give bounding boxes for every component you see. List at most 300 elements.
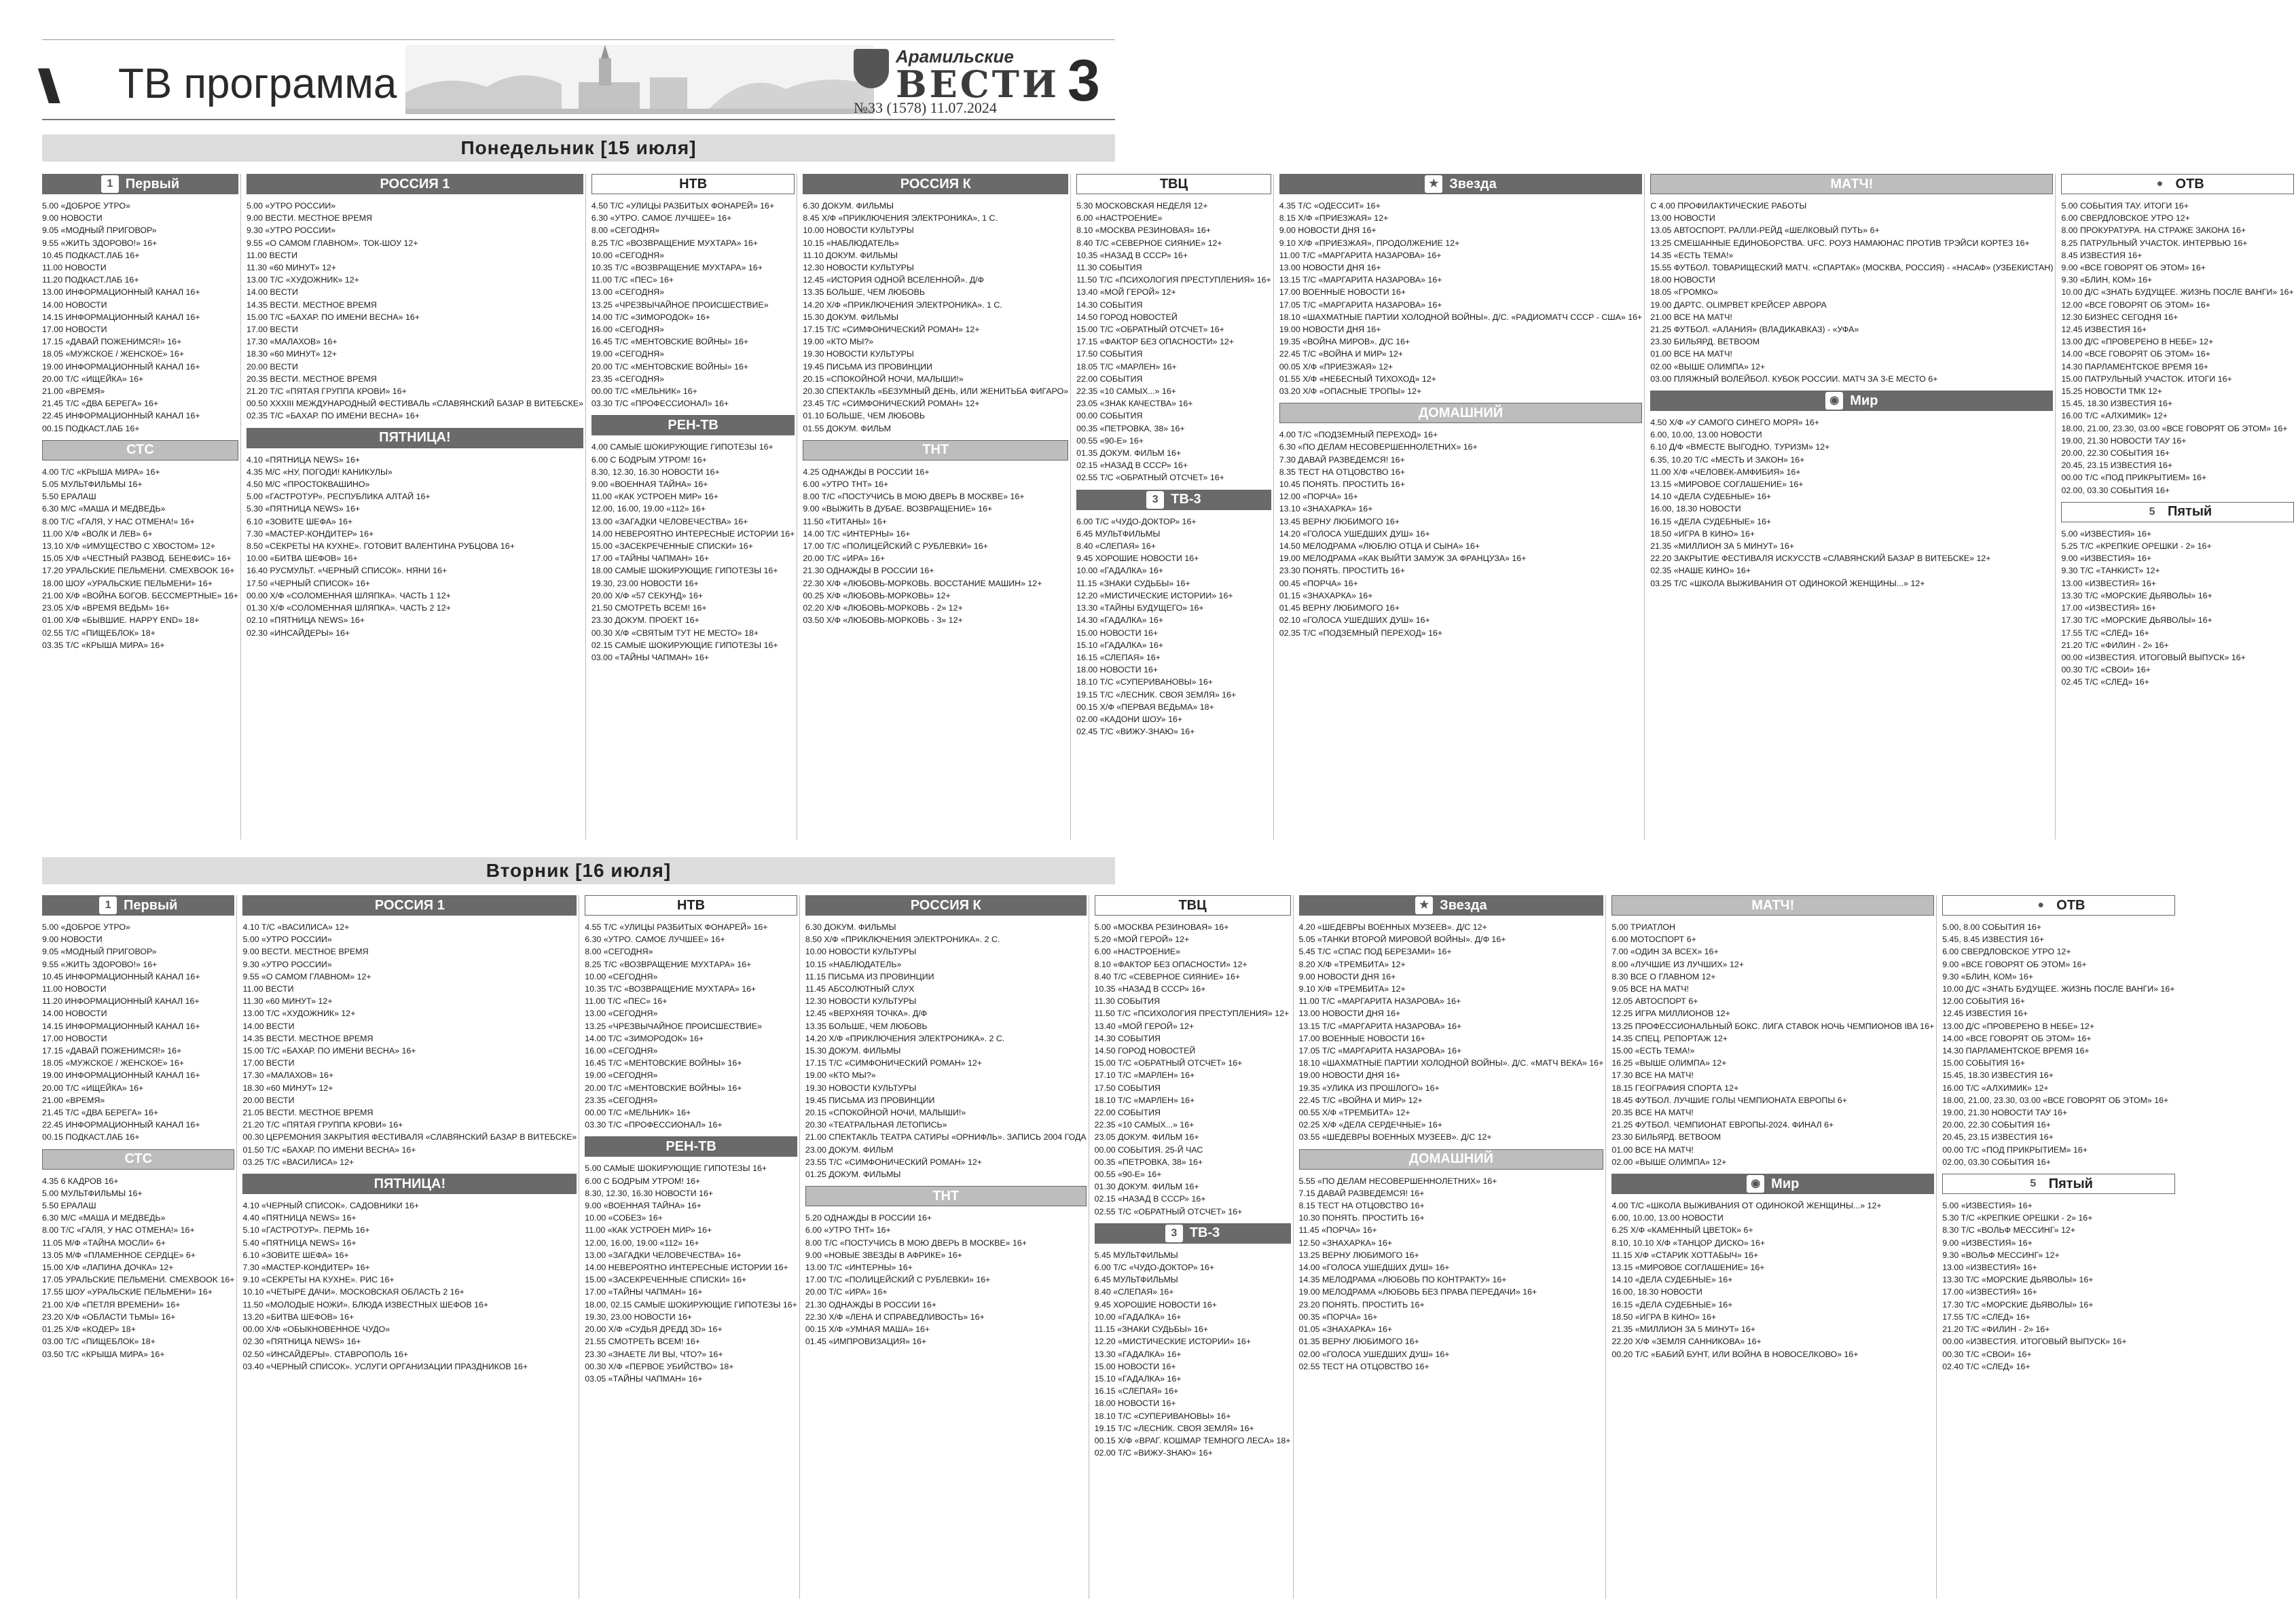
channel-logo-звезда — [1279, 174, 1643, 194]
program-item: 20.00, 22.30 СОБЫТИЯ 16+ — [1942, 1120, 2051, 1130]
issue-number: №33 (1578) 11.07.2024 — [854, 99, 997, 116]
program-item: 00.00 Т/С «ПОД ПРИКРЫТИЕМ» 16+ — [2061, 473, 2207, 483]
day-header-monday: Понедельник [15 июля] — [42, 134, 1115, 162]
channel-block — [805, 895, 1087, 1180]
program-item: 4.00 Т/С «ШКОЛА ВЫЖИВАНИЯ ОТ ОДИНОКОЙ ЖЕНЩИНЫ...» 12+ — [1611, 1201, 1882, 1211]
program-item: 14.15 ИНФОРМАЦИОННЫЙ КАНАЛ 16+ — [42, 312, 200, 322]
program-item: 21.00 СПЕКТАКЛЬ ТЕАТРА САТИРЫ «ОРНИФЛЬ». ЗАПИСЬ 2004 ГОДА — [805, 1132, 1087, 1142]
channel-block — [42, 895, 234, 1144]
channel-name: НТВ — [679, 176, 708, 192]
program-item: 16.00, 18.30 НОВОСТИ — [1650, 504, 1741, 514]
program-item: 17.00 ВОЕННЫЕ НОВОСТИ 16+ — [1279, 287, 1406, 297]
program-item: 15.05 Х/Ф «ЧЕСТНЫЙ РАЗВОД. БЕНЕФИС» 16+ — [42, 554, 232, 564]
program-item: 9.00 ВЕСТИ. МЕСТНОЕ ВРЕМЯ — [242, 947, 369, 957]
program-item: 5.05 «ТАНКИ ВТОРОЙ МИРОВОЙ ВОЙНЫ». Д/Ф 16+ — [1298, 935, 1506, 945]
program-item: 14.10 «ДЕЛА СУДЕБНЫЕ» 16+ — [1650, 492, 1772, 502]
program-item: 13.00 Т/С «ИНТЕРНЫ» 16+ — [805, 1263, 913, 1273]
program-item: 19.35 «УЛИКА ИЗ ПРОШЛОГО» 16+ — [1298, 1083, 1440, 1093]
church-photo — [405, 45, 874, 114]
program-list — [1611, 921, 1934, 1168]
program-item: 02.00 «ВЫШЕ ОЛИМПА» 12+ — [1611, 1157, 1727, 1167]
program-item: 8.50 Х/Ф «ПРИКЛЮЧЕНИЯ ЭЛЕКТРОНИКА». 2 С. — [805, 935, 1000, 945]
program-item: 22.45 ИНФОРМАЦИОННЫЙ КАНАЛ 16+ — [42, 411, 200, 421]
program-item: 11.30 СОБЫТИЯ — [1094, 996, 1161, 1007]
channel-logo-мир — [1611, 1174, 1934, 1194]
channel-name: ПЯТНИЦА! — [373, 1176, 446, 1191]
program-item: 00.20 Т/С «БАБИЙ БУНТ, ИЛИ ВОЙНА В НОВОСЕЛКОВО» 16+ — [1611, 1349, 1859, 1359]
program-item: 15.00 НОВОСТИ 16+ — [1094, 1361, 1176, 1371]
program-item: 03.50 Т/С «КРЫША МИРА» 16+ — [42, 1349, 165, 1359]
channel-column — [585, 895, 800, 1599]
program-item: 21.30 ОДНАЖДЫ В РОССИИ 16+ — [803, 566, 934, 576]
program-item: 01.35 ВЕРНУ ЛЮБИМОГО 16+ — [1298, 1337, 1419, 1347]
channel-logo-домашний — [1299, 1149, 1604, 1170]
program-item: 12.50 «ЗНАХАРКА» 16+ — [1298, 1238, 1393, 1248]
program-item: 9.00 «ВСЕ ГОВОРЯТ ОБ ЭТОМ» 16+ — [1942, 959, 2087, 969]
program-item: 01.35 ДОКУМ. ФИЛЬМ 16+ — [1076, 448, 1182, 458]
program-item: 16.15 «СЛЕПАЯ» 16+ — [1076, 652, 1161, 662]
program-item: 17.00 НОВОСТИ — [42, 1033, 107, 1043]
program-item: 12.20 «МИСТИЧЕСКИЕ ИСТОРИИ» 16+ — [1094, 1337, 1252, 1347]
program-item: 17.55 Т/С «СЛЕД» 16+ — [1942, 1312, 2030, 1322]
program-item: 6.00 МОТОСПОРТ 6+ — [1611, 935, 1696, 945]
program-item: 6.30 М/С «МАША И МЕДВЕДЬ» — [42, 1213, 166, 1223]
program-item: 12.45 ИЗВЕСТИЯ 16+ — [1942, 1009, 2028, 1019]
program-item: 14.50 ГОРОД НОВОСТЕЙ — [1094, 1046, 1196, 1056]
program-list — [1611, 1200, 1934, 1360]
program-item: 4.50 М/С «ПРОСТОКВАШИНО» — [246, 480, 370, 490]
program-item: 13.30 «ТАЙНЫ БУДУЩЕГО» 16+ — [1076, 603, 1204, 613]
program-item: 00.00 Т/С «ПОД ПРИКРЫТИЕМ» 16+ — [1942, 1144, 2088, 1155]
channel-block — [1942, 1174, 2174, 1373]
program-item: 8.00 ПРОКУРАТУРА. НА СТРАЖЕ ЗАКОНА 16+ — [2061, 226, 2246, 236]
program-item: 12.45 «ИСТОРИЯ ОДНОЙ ВСЕЛЕННОЙ». Д/Ф — [803, 275, 985, 285]
program-item: 4.10 Т/С «ВАСИЛИСА» 12+ — [242, 922, 350, 932]
program-item: 13.05 М/Ф «ПЛАМЕННОЕ СЕРДЦЕ» 6+ — [42, 1250, 196, 1260]
channel-block — [1076, 174, 1271, 484]
channel-block — [42, 1149, 234, 1360]
program-item: 23.05 Х/Ф «ВРЕМЯ ВЕДЬМ» 16+ — [42, 603, 170, 613]
program-item: 11.50 «МОЛОДЫЕ НОЖИ». БЛЮДА ИЗВЕСТНЫХ ШЕФОВ 16+ — [242, 1299, 489, 1310]
program-item: 11.00 Х/Ф «ВОЛК И ЛЕВ» 6+ — [42, 528, 153, 539]
program-item: 13.45 ВЕРНУ ЛЮБИМОГО 16+ — [1279, 516, 1400, 526]
channel-column — [42, 895, 237, 1599]
program-item: 11.00 Т/С «МАРГАРИТА НАЗАРОВА» 16+ — [1279, 250, 1442, 260]
program-item: 4.40 «ПЯТНИЦА NEWS» 16+ — [242, 1213, 357, 1223]
channel-column — [1611, 895, 1937, 1599]
program-item: 5.00 «ДОБРОЕ УТРО» — [42, 201, 130, 211]
program-item: 11.00 Т/С «ПЕС» 16+ — [585, 996, 668, 1007]
program-item: 9.00 «ВСЕ ГОВОРЯТ ОБ ЭТОМ» 16+ — [2061, 263, 2206, 273]
program-item: 4.20 «ШЕДЕВРЫ ВОЕННЫХ МУЗЕЕВ». Д/С 12+ — [1298, 922, 1487, 932]
channel-column — [1942, 895, 2176, 1599]
program-item: 15.10 «ГАДАЛКА» 16+ — [1094, 1373, 1182, 1384]
program-item: 5.30 Т/С «КРЕПКИЕ ОРЕШКИ - 2» 16+ — [1942, 1213, 2093, 1223]
program-list — [803, 466, 1068, 627]
program-item: 6.30 «УТРО. САМОЕ ЛУЧШЕЕ» 16+ — [591, 213, 732, 223]
channel-emblem-icon: 1 — [99, 897, 117, 914]
program-item: 5.00 «ИЗВЕСТИЯ» 16+ — [1942, 1201, 2033, 1211]
program-item: 00.00 «ИЗВЕСТИЯ. ИТОГОВЫЙ ВЫПУСК» 16+ — [1942, 1337, 2127, 1347]
program-item: 14.00 НОВОСТИ — [42, 300, 107, 310]
program-item: 13.00 Т/С «ХУДОЖНИК» 12+ — [242, 1009, 356, 1019]
program-item: 10.45 ПОНЯТЬ. ПРОСТИТЬ 16+ — [1279, 480, 1405, 490]
program-item: 13.00 «ЗАГАДКИ ЧЕЛОВЕЧЕСТВА» 16+ — [585, 1250, 742, 1260]
program-item: 19.30, 23.00 НОВОСТИ 16+ — [585, 1312, 693, 1322]
program-item: 18.10 «ШАХМАТНЫЕ ПАРТИИ ХОЛОДНОЙ ВОЙНЫ». Д/С. «МАТЧ ВЕКА» 16+ — [1298, 1058, 1604, 1068]
program-item: 6.30 «УТРО. САМОЕ ЛУЧШЕЕ» 16+ — [585, 935, 725, 945]
program-item: 9.00 НОВОСТИ — [42, 213, 103, 223]
program-item: 11.10 ДОКУМ. ФИЛЬМЫ — [803, 250, 898, 260]
channel-logo-стс — [42, 1149, 234, 1170]
program-item: 7.30 ДАВАЙ РАЗВЕДЕМСЯ! 16+ — [1279, 454, 1405, 465]
program-item: 15.00 СОБЫТИЯ 16+ — [1942, 1058, 2025, 1068]
program-item: 14.00 ВЕСТИ — [242, 1021, 295, 1031]
program-item: 8.25 Т/С «ВОЗВРАЩЕНИЕ МУХТАРА» 16+ — [591, 238, 759, 248]
header-rule — [42, 119, 1115, 120]
program-item: 12.45 «ВЕРХНЯЯ ТОЧКА». Д/Ф — [805, 1009, 928, 1019]
program-item: 12.00, 16.00, 19.00 «112» 16+ — [585, 1238, 699, 1248]
program-item: 12.25 ИГРА МИЛЛИОНОВ 12+ — [1611, 1009, 1730, 1019]
program-item: 00.15 ПОДКАСТ.ЛАБ 16+ — [42, 423, 140, 433]
channel-column — [1299, 895, 1607, 1599]
program-item: 10.45 ИНФОРМАЦИОННЫЙ КАНАЛ 16+ — [42, 971, 200, 981]
program-item: 4.00 Т/С «ПОДЗЕМНЫЙ ПЕРЕХОД» 16+ — [1279, 430, 1438, 440]
program-item: 11.05 М/Ф «ТАЙНА МОСЛИ» 6+ — [42, 1238, 166, 1248]
program-list — [1650, 200, 2053, 385]
program-item: 6.30 «ПО ДЕЛАМ НЕСОВЕРШЕННОЛЕТНИХ» 16+ — [1279, 442, 1478, 452]
channel-name: ТВ-3 — [1171, 492, 1201, 507]
channel-logo-нтв — [585, 895, 797, 916]
program-item: 13.00 НОВОСТИ — [1650, 213, 1715, 223]
program-item: 21.45 Т/С «ДВА БЕРЕГА» 16+ — [42, 399, 159, 409]
program-item: 17.15 «ДАВАЙ ПОЖЕНИМСЯ!» 16+ — [42, 337, 182, 347]
program-item: 18.00, 02.15 САМЫЕ ШОКИРУЮЩИЕ ГИПОТЕЗЫ 16+ — [585, 1299, 797, 1310]
program-item: 22.35 «10 САМЫХ...» 16+ — [1094, 1120, 1195, 1130]
program-item: 11.00 НОВОСТИ — [42, 984, 107, 994]
channel-logo-россия-1 — [242, 895, 577, 916]
program-item: 9.05 «МОДНЫЙ ПРИГОВОР» — [42, 226, 157, 236]
program-item: 5.00 «МОСКВА РЕЗИНОВАЯ» 16+ — [1094, 922, 1229, 932]
program-item: 14.35 ВЕСТИ. МЕСТНОЕ ВРЕМЯ — [246, 300, 377, 310]
program-item: 13.25 СМЕШАННЫЕ ЕДИНОБОРСТВА. UFC. РОУЗ НАМАЮНАС ПРОТИВ ТРЭЙСИ КОРТЕЗ 16+ — [1650, 238, 2030, 248]
channel-block — [803, 440, 1068, 627]
program-item: 9.00 НОВОСТИ ДНЯ 16+ — [1279, 226, 1377, 236]
program-item: 10.00 НОВОСТИ КУЛЬТУРЫ — [803, 226, 914, 236]
program-item: 16.15 «ДЕЛА СУДЕБНЫЕ» 16+ — [1650, 516, 1772, 526]
program-item: 5.55 «ПО ДЕЛАМ НЕСОВЕРШЕННОЛЕТНИХ» 16+ — [1298, 1176, 1497, 1186]
channel-block — [591, 415, 795, 664]
program-item: 17.10 Т/С «МАРЛЕН» 16+ — [1094, 1070, 1195, 1081]
channel-block — [1650, 174, 2053, 385]
program-item: 21.25 ФУТБОЛ. «АЛАНИЯ» (ВЛАДИКАВКАЗ) - «УФА» — [1650, 325, 1859, 335]
program-list — [1279, 200, 1643, 397]
channel-block — [591, 174, 795, 410]
program-item: 8.40 «СЛЕПАЯ» 16+ — [1076, 541, 1156, 552]
program-item: 23.20 Х/Ф «ОБЛАСТИ ТЬМЫ» 16+ — [42, 1312, 176, 1322]
channel-name: НТВ — [677, 897, 706, 913]
program-item: 22.30 Х/Ф «ЛЕНА И СПРАВЕДЛИВОСТЬ» 16+ — [805, 1312, 985, 1322]
program-item: 12.30 БИЗНЕС СЕГОДНЯ 16+ — [2061, 312, 2179, 322]
program-item: 00.05 Х/Ф «ПРИЕЗЖАЯ» 12+ — [1279, 361, 1393, 372]
program-item: 23.30 ДОКУМ. ПРОЕКТ 16+ — [591, 615, 699, 626]
program-item: 03.00 «ТАЙНЫ ЧАПМАН» 16+ — [591, 652, 710, 662]
program-item: 8.00 Т/С «ГАЛЯ, У НАС ОТМЕНА!» 16+ — [42, 516, 195, 526]
program-item: 01.55 ДОКУМ. ФИЛЬМ — [803, 423, 891, 433]
program-item: 03.05 «ТАЙНЫ ЧАПМАН» 16+ — [585, 1373, 703, 1384]
channel-column — [1650, 174, 2056, 840]
program-item: 00.00 Т/С «МЕЛЬНИК» 16+ — [591, 386, 697, 397]
program-item: 01.25 Х/Ф «КОДЕР» 18+ — [42, 1324, 136, 1335]
channel-emblem-icon: ◉ — [1747, 1175, 1764, 1193]
channel-name: РОССИЯ 1 — [374, 897, 445, 913]
program-item: 6.00, 10.00, 13.00 НОВОСТИ — [1650, 430, 1762, 440]
program-item: 17.00 ВЕСТИ — [242, 1058, 295, 1068]
program-item: 01.10 БОЛЬШЕ, ЧЕМ ЛЮБОВЬ — [803, 411, 926, 421]
program-item: 15.30 ДОКУМ. ФИЛЬМЫ — [805, 1046, 901, 1056]
program-item: 9.00 «ИЗВЕСТИЯ» 16+ — [1942, 1238, 2033, 1248]
channel-name: Мир — [1850, 393, 1878, 408]
program-item: 18.05 Т/С «МАРЛЕН» 16+ — [1076, 361, 1177, 372]
program-item: 11.30 «60 МИНУТ» 12+ — [246, 263, 337, 273]
program-item: 23.35 «СЕГОДНЯ» — [591, 374, 664, 384]
program-item: 16.15 «СЛЕПАЯ» 16+ — [1094, 1386, 1179, 1396]
program-item: 18.10 «ШАХМАТНЫЕ ПАРТИИ ХОЛОДНОЙ ВОЙНЫ». Д/С. «РАДИОМАТЧ СССР - США» 16+ — [1279, 312, 1643, 322]
program-item: 14.35 ВЕСТИ. МЕСТНОЕ ВРЕМЯ — [242, 1033, 373, 1043]
channel-block — [1279, 403, 1643, 638]
program-item: 19.00 «КТО МЫ?» — [803, 337, 874, 347]
channel-logo-россия-к — [805, 895, 1087, 916]
channel-name: СТС — [124, 1151, 153, 1167]
program-list — [1076, 516, 1271, 738]
program-item: 5.45, 8.45 ИЗВЕСТИЯ 16+ — [1942, 935, 2045, 945]
program-item: 9.55 «О САМОМ ГЛАВНОМ». ТОК-ШОУ 12+ — [246, 238, 418, 248]
program-item: 9.30 «УТРО РОССИИ» — [246, 226, 336, 236]
program-item: 6.30 М/С «МАША И МЕДВЕДЬ» — [42, 504, 166, 514]
program-item: 6.00 «УТРО ТНТ» 16+ — [805, 1225, 891, 1236]
channel-logo-тв-3 — [1095, 1223, 1291, 1244]
program-item: 02.00, 03.30 СОБЫТИЯ 16+ — [2061, 485, 2170, 495]
program-item: 20.00 Т/С «ИРА» 16+ — [805, 1287, 888, 1297]
program-item: 17.05 Т/С «МАРГАРИТА НАЗАРОВА» 16+ — [1298, 1046, 1462, 1056]
program-item: 02.00, 03.30 СОБЫТИЯ 16+ — [1942, 1157, 2051, 1167]
program-item: 21.20 Т/С «ПЯТАЯ ГРУППА КРОВИ» 16+ — [242, 1120, 403, 1130]
channel-block — [242, 895, 577, 1168]
program-item: 14.50 МЕЛОДРАМА «ЛЮБЛЮ ОТЦА И СЫНА» 16+ — [1279, 541, 1480, 552]
program-item: 18.45 ФУТБОЛ. ЛУЧШИЕ ГОЛЫ ЧЕМПИОНАТА ЕВРОПЫ 6+ — [1611, 1095, 1847, 1105]
program-item: 23.20 ПОНЯТЬ. ПРОСТИТЬ 16+ — [1298, 1299, 1425, 1310]
program-item: 13.25 ПРОФЕССИОНАЛЬНЫЙ БОКС. ЛИГА СТАВОК НОЧЬ ЧЕМПИОНОВ IBA 16+ — [1611, 1021, 1935, 1031]
program-item: 18.50 «ИГРА В КИНО» 16+ — [1611, 1312, 1717, 1322]
channel-name: Пятый — [2048, 1176, 2093, 1191]
channel-logo-пятница — [247, 428, 583, 448]
program-item: 16.40 РУСМУЛЬТ. «ЧЕРНЫЙ СПИСОК». НЯНИ 16+ — [246, 566, 448, 576]
program-item: 18.05 «МУЖСКОЕ / ЖЕНСКОЕ» 16+ — [42, 1058, 185, 1068]
program-item: 13.00 Т/С «ХУДОЖНИК» 12+ — [246, 275, 359, 285]
program-item: 12.00 «ВСЕ ГОВОРЯТ ОБ ЭТОМ» 16+ — [2061, 300, 2210, 310]
program-item: 18.30 «60 МИНУТ» 12+ — [246, 349, 337, 359]
channel-block — [1611, 1174, 1934, 1360]
channel-logo-россия-1 — [247, 174, 583, 194]
program-item: 5.00 «УТРО РОССИИ» — [246, 201, 336, 211]
program-item: 13.25 ВЕРНУ ЛЮБИМОГО 16+ — [1298, 1250, 1419, 1260]
program-list — [242, 1200, 577, 1373]
program-item: 5.00 МУЛЬТФИЛЬМЫ 16+ — [42, 1188, 143, 1198]
program-item: 4.55 Т/С «УЛИЦЫ РАЗБИТЫХ ФОНАРЕЙ» 16+ — [585, 922, 768, 932]
program-item: 10.35 «НАЗАД В СССР» 16+ — [1076, 250, 1188, 260]
program-list — [2061, 200, 2293, 497]
program-item: 19.00 ИНФОРМАЦИОННЫЙ КАНАЛ 16+ — [42, 1070, 200, 1081]
program-item: 21.20 Т/С «ПЯТАЯ ГРУППА КРОВИ» 16+ — [246, 386, 407, 397]
program-item: 5.50 ЕРАЛАШ — [42, 492, 96, 502]
program-list — [585, 1162, 797, 1385]
program-item: 19.00 МЕЛОДРАМА «КАК ВЫЙТИ ЗАМУЖ ЗА ФРАНЦУЗА» 16+ — [1279, 554, 1527, 564]
program-item: 01.30 ДОКУМ. ФИЛЬМ 16+ — [1094, 1182, 1199, 1192]
program-item: 16.45 Т/С «МЕНТОВСКИЕ ВОЙНЫ» 16+ — [585, 1058, 742, 1068]
program-item: 19.00 ИНФОРМАЦИОННЫЙ КАНАЛ 16+ — [42, 361, 200, 372]
program-item: 6.00 С БОДРЫМ УТРОМ! 16+ — [585, 1176, 701, 1186]
program-item: 03.25 Т/С «ВАСИЛИСА» 12+ — [242, 1157, 354, 1167]
channel-block — [1076, 490, 1271, 738]
program-item: 00.55 «90-Е» 16+ — [1094, 1170, 1162, 1180]
program-item: 6.30 ДОКУМ. ФИЛЬМЫ — [805, 922, 896, 932]
program-item: 19.15 Т/С «ЛЕСНИК. СВОЯ ЗЕМЛЯ» 16+ — [1076, 689, 1237, 700]
program-item: 9.45 ХОРОШИЕ НОВОСТИ 16+ — [1076, 554, 1199, 564]
program-item: 8.00 «СЕГОДНЯ» — [585, 947, 653, 957]
program-item: 5.00, 8.00 СОБЫТИЯ 16+ — [1942, 922, 2042, 932]
channel-logo-отв — [1942, 895, 2174, 916]
program-item: 11.00 ВЕСТИ — [246, 250, 298, 260]
program-item: 22.00 СОБЫТИЯ — [1094, 1108, 1161, 1118]
program-item: 10.00 НОВОСТИ КУЛЬТУРЫ — [805, 947, 917, 957]
newspaper-logo — [854, 42, 1057, 117]
program-item: 5.00 ТРИАТЛОН — [1611, 922, 1675, 932]
program-item: 00.30 Т/С «СВОИ» 16+ — [1942, 1349, 2032, 1359]
program-item: 4.35 Т/С «ОДЕССИТ» 16+ — [1279, 201, 1381, 211]
program-item: 11.45 АБСОЛЮТНЫЙ СЛУХ — [805, 984, 915, 994]
program-item: 21.00 ВСЕ НА МАТЧ! — [1650, 312, 1732, 322]
program-item: 17.15 Т/С «СИМФОНИЧЕСКИЙ РОМАН» 12+ — [803, 325, 980, 335]
program-item: 13.00 ИНФОРМАЦИОННЫЙ КАНАЛ 16+ — [42, 287, 200, 297]
program-item: 5.30 МОСКОВСКАЯ НЕДЕЛЯ 12+ — [1076, 201, 1208, 211]
program-item: 6.00 «НАСТРОЕНИЕ» — [1094, 947, 1181, 957]
channel-logo-россия-к — [803, 174, 1068, 194]
channel-logo-отв — [2061, 174, 2293, 194]
program-item: 5.00 СОБЫТИЯ ТАУ. ИТОГИ 16+ — [2061, 201, 2189, 211]
program-item: 5.05 МУЛЬТФИЛЬМЫ 16+ — [42, 480, 143, 490]
program-item: 12.45 ИЗВЕСТИЯ 16+ — [2061, 325, 2147, 335]
channel-emblem-icon: 5 — [2024, 1175, 2042, 1193]
channel-column — [1076, 174, 1274, 840]
program-item: 14.00 Т/С «ЗИМОРОДОК» 16+ — [591, 312, 710, 322]
program-item: 9.30 «ВОЛЬФ МЕССИНГ» 12+ — [1942, 1250, 2060, 1260]
program-item: 5.10 «ГАСТРОТУР». ПЕРМЬ 16+ — [242, 1225, 370, 1236]
channel-logo-пятый — [2061, 502, 2293, 522]
program-item: 19.00, 21.30 НОВОСТИ ТАУ 16+ — [1942, 1108, 2068, 1118]
program-item: 8.30 ВСЕ О ГЛАВНОМ 12+ — [1611, 971, 1716, 981]
program-item: 19.00 «СЕГОДНЯ» — [585, 1070, 658, 1081]
program-item: 01.50 Т/С «БАХАР. ПО ИМЕНИ ВЕСНА» 16+ — [242, 1144, 416, 1155]
program-item: 20.00, 22.30 СОБЫТИЯ 16+ — [2061, 448, 2170, 458]
channel-block — [1650, 391, 2053, 590]
program-item: 02.30 «ПЯТНИЦА NEWS» 16+ — [242, 1337, 361, 1347]
program-item: 13.35 БОЛЬШЕ, ЧЕМ ЛЮБОВЬ — [803, 287, 926, 297]
program-item: 00.15 Х/Ф «ВРАГ. КОШМАР ТЕМНОГО ЛЕСА» 18+ — [1094, 1435, 1291, 1445]
program-item: 17.00 «ТАЙНЫ ЧАПМАН» 16+ — [585, 1287, 703, 1297]
program-list — [1076, 200, 1271, 484]
channel-name: ТВЦ — [1159, 176, 1188, 192]
program-item: 4.50 Х/Ф «У САМОГО СИНЕГО МОРЯ» 16+ — [1650, 418, 1820, 428]
day-columns-monday — [42, 174, 2294, 840]
program-item: 02.30 «ИНСАЙДЕРЫ» 16+ — [246, 628, 350, 638]
program-item: 9.00 НОВОСТИ — [42, 935, 103, 945]
program-item: 13.40 «МОЙ ГЕРОЙ» 12+ — [1076, 287, 1176, 297]
program-item: 10.00 Д/С «ЗНАТЬ БУДУЩЕЕ. ЖИЗНЬ ПОСЛЕ ВАНГИ» 16+ — [1942, 984, 2175, 994]
program-item: 19.15 Т/С «ЛЕСНИК. СВОЯ ЗЕМЛЯ» 16+ — [1094, 1423, 1254, 1433]
program-item: 14.30 СОБЫТИЯ — [1076, 300, 1143, 310]
program-item: 20.15 «СПОКОЙНОЙ НОЧИ, МАЛЫШИ!» — [805, 1108, 966, 1118]
program-item: 17.00 «ИЗВЕСТИЯ» 16+ — [2061, 603, 2157, 613]
program-item: 17.00 ВЕСТИ — [246, 325, 298, 335]
program-item: 13.00 Д/С «ПРОВЕРЕНО В НЕБЕ» 12+ — [2061, 337, 2214, 347]
program-item: 17.30 Т/С «МОРСКИЕ ДЬЯВОЛЫ» 16+ — [1942, 1299, 2094, 1310]
program-item: 5.00 «ГАСТРОТУР». РЕСПУБЛИКА АЛТАЙ 16+ — [246, 492, 431, 502]
program-item: 9.00 «ВЫЖИТЬ В ДУБАЕ. ВОЗВРАЩЕНИЕ» 16+ — [803, 504, 993, 514]
program-item: 01.05 «ЗНАХАРКА» 16+ — [1298, 1324, 1393, 1335]
channel-name: Звезда — [1440, 897, 1487, 913]
channel-name: ТВЦ — [1178, 897, 1207, 913]
program-list — [1095, 921, 1291, 1218]
channel-logo-мир — [1650, 391, 2053, 411]
program-item: 19.00 «СЕГОДНЯ» — [591, 349, 664, 359]
program-item: 01.55 Х/Ф «НЕБЕСНЫЙ ТИХОХОД» 12+ — [1279, 374, 1436, 384]
program-item: 18.00 НОВОСТИ — [1650, 275, 1715, 285]
program-item: 17.30 Т/С «МОРСКИЕ ДЬЯВОЛЫ» 16+ — [2061, 615, 2212, 626]
program-item: 21.20 Т/С «ФИЛИН - 2» 16+ — [2061, 640, 2169, 650]
program-list — [1942, 921, 2174, 1168]
program-item: 12.00, 16.00, 19.00 «112» 16+ — [591, 504, 706, 514]
program-item: 20.35 ВЕСТИ. МЕСТНОЕ ВРЕМЯ — [246, 374, 377, 384]
program-item: 11.15 Х/Ф «СТАРИК ХОТТАБЫЧ» 16+ — [1611, 1250, 1759, 1260]
channel-name: Первый — [125, 176, 180, 192]
program-item: 10.15 «НАБЛЮДАТЕЛЬ» — [805, 959, 902, 969]
program-item: 16.45 Т/С «МЕНТОВСКИЕ ВОЙНЫ» 16+ — [591, 337, 749, 347]
program-list — [1650, 416, 2053, 590]
program-item: 10.00 «ГАДАЛКА» 16+ — [1094, 1312, 1182, 1322]
program-item: 4.00 Т/С «КРЫША МИРА» 16+ — [42, 467, 160, 477]
program-item: 8.30 Т/С «ВОЛЬФ МЕССИНГ» 12+ — [1942, 1225, 2076, 1236]
program-item: 17.00 Т/С «ПОЛИЦЕЙСКИЙ С РУБЛЕВКИ» 16+ — [805, 1275, 991, 1285]
channel-name: МАТЧ! — [1830, 176, 1874, 192]
program-item: 15.00 «ЗАСЕКРЕЧЕННЫЕ СПИСКИ» 16+ — [591, 541, 753, 552]
program-item: 11.15 «ЗНАКИ СУДЬБЫ» 16+ — [1094, 1324, 1209, 1335]
program-item: 02.15 «НАЗАД В СССР» 16+ — [1076, 461, 1188, 471]
program-item: 11.30 СОБЫТИЯ — [1076, 263, 1142, 273]
program-item: 6.00 С БОДРЫМ УТРОМ! 16+ — [591, 454, 707, 465]
program-item: 20.35 ВСЕ НА МАТЧ! — [1611, 1108, 1694, 1118]
program-item: 21.20 Т/С «ФИЛИН - 2» 16+ — [1942, 1324, 2050, 1335]
program-item: 15.30 ДОКУМ. ФИЛЬМЫ — [803, 312, 898, 322]
program-item: 14.35 МЕЛОДРАМА «ЛЮБОВЬ ПО КОНТРАКТУ» 16+ — [1298, 1275, 1507, 1285]
channel-logo-матч — [1611, 895, 1934, 916]
program-item: 14.20 Х/Ф «ПРИКЛЮЧЕНИЯ ЭЛЕКТРОНИКА». 2 С. — [805, 1033, 1005, 1043]
program-item: 12.20 «МИСТИЧЕСКИЕ ИСТОРИИ» 16+ — [1076, 590, 1233, 600]
program-item: 23.30 БИЛЬЯРД. BETBOOM — [1611, 1132, 1721, 1142]
channel-logo-тв-3 — [1076, 490, 1271, 510]
program-item: 22.20 ЗАКРЫТИЕ ФЕСТИВАЛЯ ИСКУССТВ «СЛАВЯНСКИЙ БАЗАР В ВИТЕБСКЕ» 12+ — [1650, 554, 1991, 564]
program-item: 6.00 Т/С «ЧУДО-ДОКТОР» 16+ — [1076, 516, 1197, 526]
program-item: 02.50 «ИНСАЙДЕРЫ». СТАВРОПОЛЬ 16+ — [242, 1349, 409, 1359]
